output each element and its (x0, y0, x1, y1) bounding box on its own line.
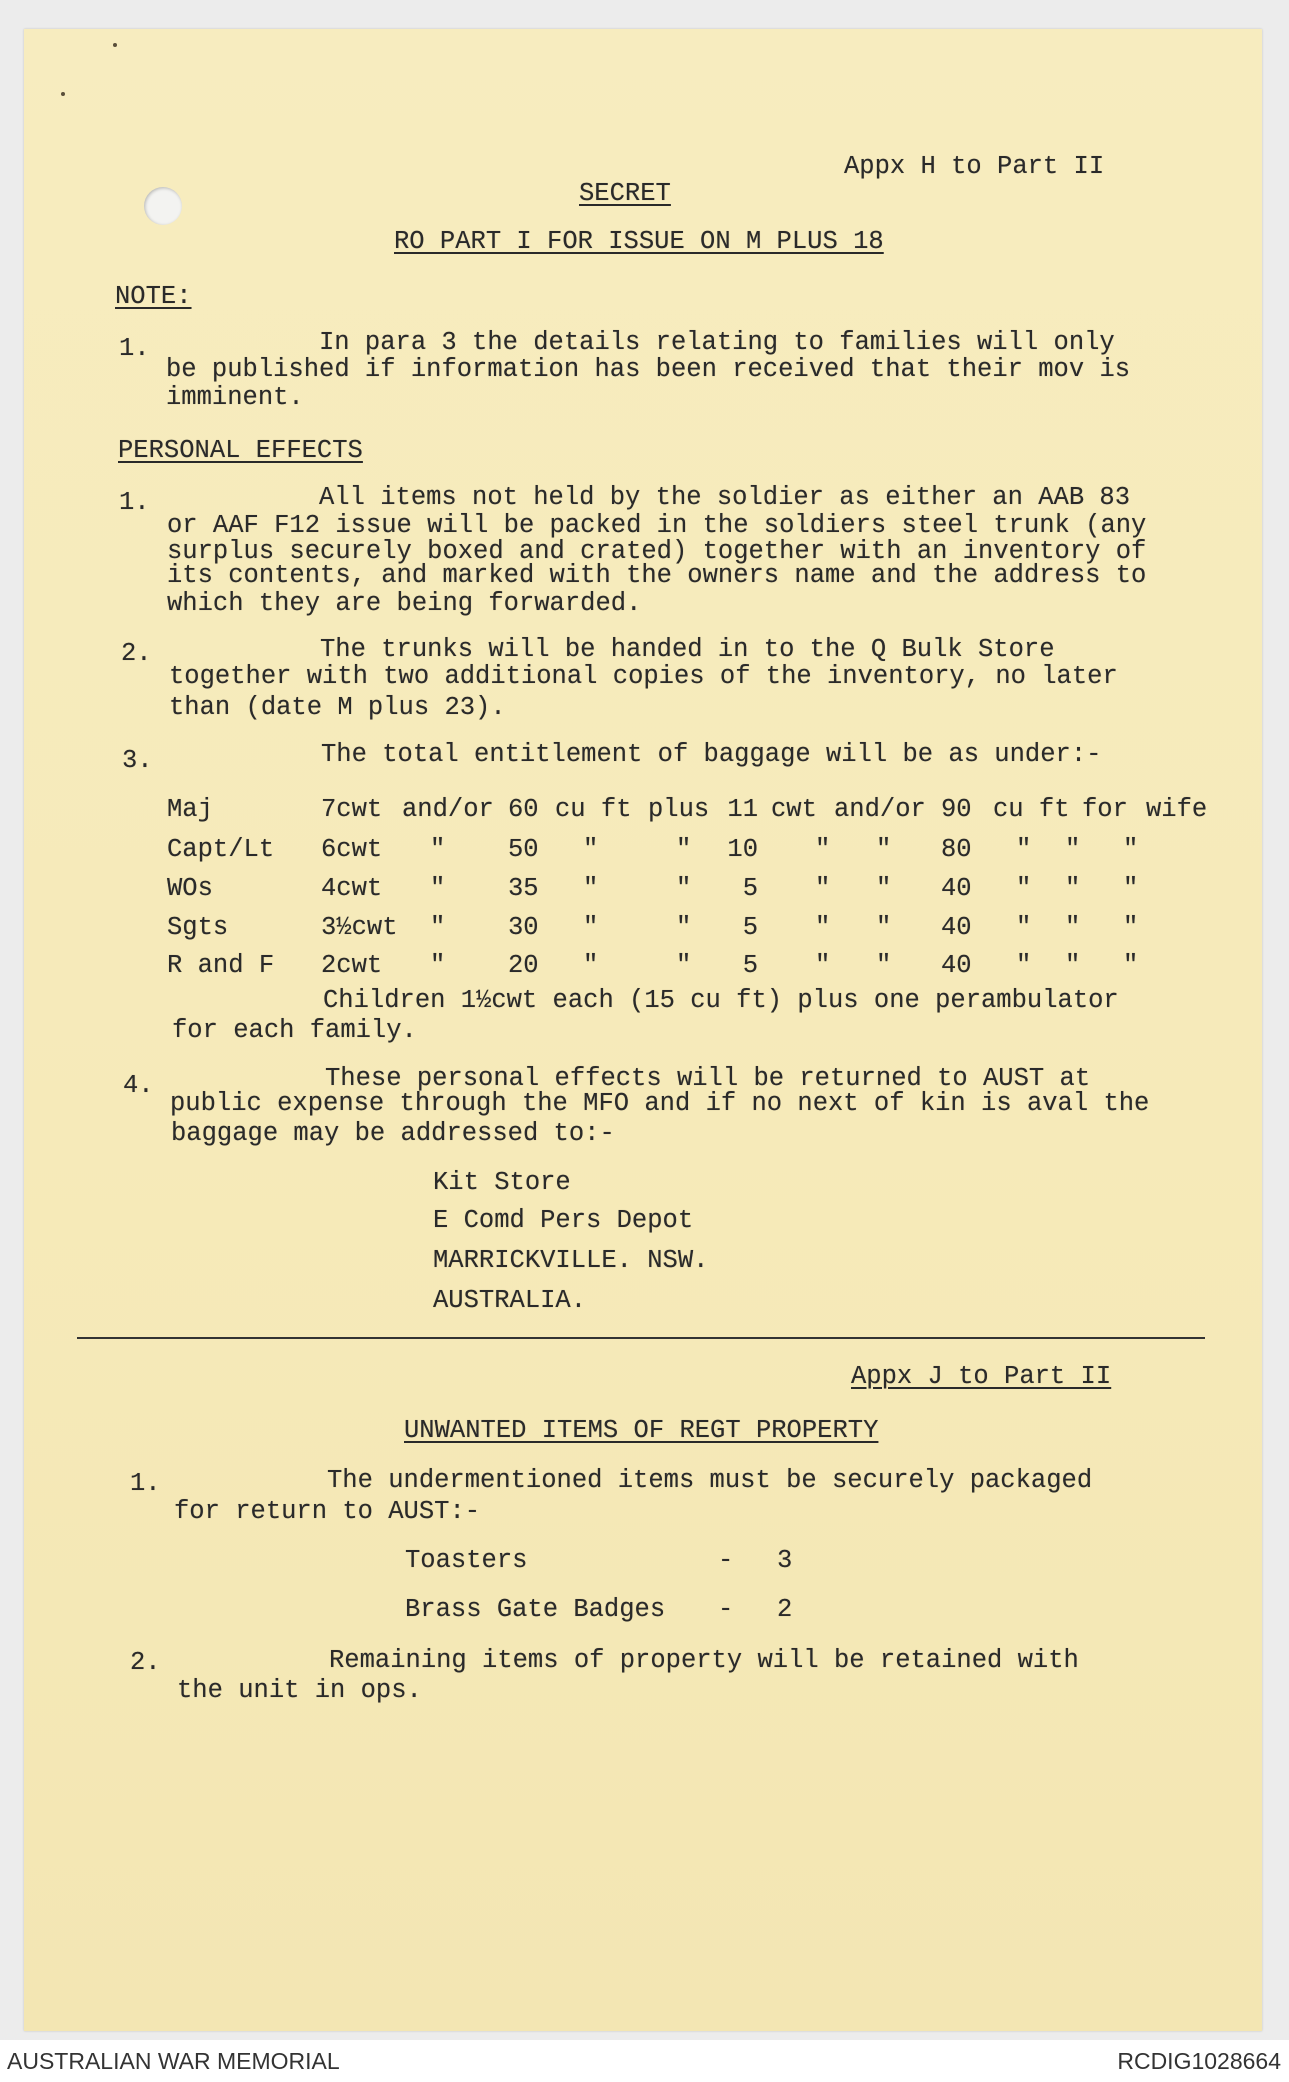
table-cell: 6cwt (321, 835, 383, 864)
ditto-mark: " (676, 913, 692, 942)
personal-effects-heading: PERSONAL EFFECTS (118, 436, 363, 465)
paragraph-line: Remaining items of property will be retained with (329, 1646, 1079, 1675)
address-line: Kit Store (433, 1168, 571, 1197)
ditto-mark: " (430, 951, 446, 980)
ditto-mark: " (583, 951, 599, 980)
section-divider (77, 1337, 1205, 1339)
table-cell: cwt (771, 795, 817, 824)
paragraph-number: 1. (119, 488, 150, 517)
paragraph-line: surplus securely boxed and crated) together with an inventory of (167, 537, 1147, 566)
rank-cell: R and F (167, 951, 275, 980)
ditto-mark: " (1016, 951, 1032, 980)
paragraph-line: than (date M plus 23). (169, 693, 506, 722)
paragraph-line: baggage may be addressed to:- (171, 1119, 615, 1148)
rank-cell: WOs (167, 874, 213, 903)
ditto-mark: " (1123, 874, 1139, 903)
paper-speck (61, 92, 65, 96)
table-cell: 60 (508, 795, 539, 824)
paragraph-line: These personal effects will be returned to AUST at (325, 1064, 1091, 1093)
note-item-line: be published if information has been received that their mov is (166, 355, 1131, 384)
paragraph-line: or AAF F12 issue will be packed in the soldiers steel trunk (any (167, 511, 1147, 540)
paper-speck (113, 43, 117, 47)
paragraph-line: for return to AUST:- (174, 1497, 481, 1526)
table-cell: wife (1146, 795, 1208, 824)
property-item-dash: - (718, 1595, 734, 1624)
note-item-line: In para 3 the details relating to families will only (319, 328, 1115, 357)
table-cell: 40 (941, 874, 972, 903)
ditto-mark: " (1123, 951, 1139, 980)
table-row (0, 835, 1289, 865)
table-cell: 35 (508, 874, 539, 903)
table-cell: 90 (941, 795, 972, 824)
ditto-mark: " (1065, 874, 1081, 903)
ditto-mark: " (1065, 835, 1081, 864)
ditto-mark: " (815, 913, 831, 942)
ditto-mark: " (583, 874, 599, 903)
document-title: RO PART I FOR ISSUE ON M PLUS 18 (394, 227, 884, 256)
table-cell: 30 (508, 913, 539, 942)
appendix-j-title: UNWANTED ITEMS OF REGT PROPERTY (404, 1416, 879, 1445)
table-cell: 11 (727, 795, 758, 824)
rank-cell: Capt/Lt (167, 835, 275, 864)
paragraph-line: its contents, and marked with the owners name and the address to (167, 561, 1147, 590)
appendix-h-reference: Appx H to Part II (844, 152, 1105, 181)
table-cell: 4cwt (321, 874, 383, 903)
ditto-mark: " (815, 835, 831, 864)
ditto-mark: " (876, 835, 892, 864)
rank-cell: Sgts (167, 913, 229, 942)
address-line: AUSTRALIA. (433, 1286, 587, 1315)
property-item-quantity: 2 (777, 1595, 793, 1624)
ditto-mark: " (1016, 835, 1032, 864)
table-cell: 5 (742, 951, 758, 980)
table-cell: 40 (941, 913, 972, 942)
table-cell: for (1082, 795, 1128, 824)
classification-marking: SECRET (579, 179, 671, 208)
note-item-line: imminent. (166, 383, 304, 412)
table-cell: plus (648, 795, 710, 824)
paragraph-number: 2. (130, 1648, 161, 1677)
address-line: E Comd Pers Depot (433, 1206, 694, 1235)
punch-hole (144, 187, 182, 225)
paragraph-line: The undermentioned items must be securely packaged (327, 1466, 1093, 1495)
record-id: RCDIG1028664 (1117, 2048, 1281, 2074)
ditto-mark: " (430, 913, 446, 942)
table-row (0, 874, 1289, 904)
institution-label: AUSTRALIAN WAR MEMORIAL (7, 2048, 340, 2074)
ditto-mark: " (876, 874, 892, 903)
ditto-mark: " (430, 835, 446, 864)
paragraph-number: 4. (123, 1071, 154, 1100)
paragraph-number: 2. (121, 639, 152, 668)
children-note-line: Children 1½cwt each (15 cu ft) plus one perambulator (323, 986, 1119, 1015)
table-cell: 50 (508, 835, 539, 864)
table-cell: cu ft (993, 795, 1070, 824)
address-line: MARRICKVILLE. NSW. (433, 1246, 709, 1275)
paragraph-line: The trunks will be handed in to the Q Bulk Store (320, 635, 1055, 664)
appendix-j-reference: Appx J to Part II (851, 1362, 1112, 1391)
ditto-mark: " (1065, 913, 1081, 942)
ditto-mark: " (676, 835, 692, 864)
paragraph-line: public expense through the MFO and if no next of kin is aval the (170, 1089, 1150, 1118)
archive-footer (0, 2040, 1289, 2082)
ditto-mark: " (430, 874, 446, 903)
children-note-line: for each family. (172, 1016, 417, 1045)
property-item-quantity: 3 (777, 1546, 793, 1575)
note-item-number: 1. (119, 334, 150, 363)
ditto-mark: " (1016, 913, 1032, 942)
ditto-mark: " (1065, 951, 1081, 980)
ditto-mark: " (1123, 913, 1139, 942)
ditto-mark: " (676, 951, 692, 980)
property-item-name: Toasters (405, 1546, 528, 1575)
ditto-mark: " (583, 913, 599, 942)
ditto-mark: " (876, 913, 892, 942)
table-cell: and/or (402, 795, 494, 824)
ditto-mark: " (1123, 835, 1139, 864)
table-cell: 10 (727, 835, 758, 864)
table-cell: 2cwt (321, 951, 383, 980)
ditto-mark: " (815, 951, 831, 980)
paragraph-line: The total entitlement of baggage will be as under:- (321, 740, 1102, 769)
table-cell: 80 (941, 835, 972, 864)
property-item-dash: - (718, 1546, 734, 1575)
table-cell: 40 (941, 951, 972, 980)
rank-cell: Maj (167, 795, 213, 824)
table-cell: cu ft (555, 795, 632, 824)
table-cell: and/or (834, 795, 926, 824)
ditto-mark: " (1016, 874, 1032, 903)
paragraph-line: the unit in ops. (177, 1676, 422, 1705)
ditto-mark: " (676, 874, 692, 903)
paragraph-number: 1. (130, 1469, 161, 1498)
ditto-mark: " (876, 951, 892, 980)
paragraph-line: together with two additional copies of the inventory, no later (169, 662, 1118, 691)
table-row (0, 951, 1289, 981)
paragraph-line: which they are being forwarded. (167, 589, 642, 618)
table-cell: 3½cwt (321, 913, 398, 942)
table-cell: 5 (742, 913, 758, 942)
paragraph-number: 3. (122, 746, 153, 775)
ditto-mark: " (583, 835, 599, 864)
table-row (0, 913, 1289, 943)
table-cell: 5 (742, 874, 758, 903)
property-item-name: Brass Gate Badges (405, 1595, 666, 1624)
note-heading: NOTE: (115, 282, 192, 311)
paragraph-line: All items not held by the soldier as either an AAB 83 (319, 483, 1131, 512)
table-cell: 20 (508, 951, 539, 980)
table-row (0, 795, 1289, 825)
ditto-mark: " (815, 874, 831, 903)
table-cell: 7cwt (321, 795, 383, 824)
